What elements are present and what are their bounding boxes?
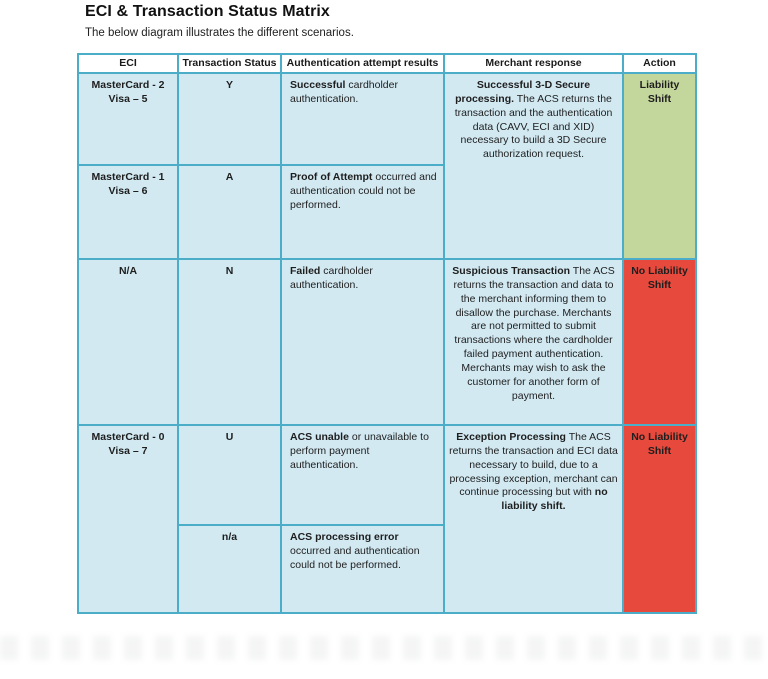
- authentication-result-cell: [281, 259, 444, 425]
- eci-line: N/A: [118, 265, 138, 277]
- table-row: [78, 425, 696, 525]
- merchant-response-emphasis: Successful 3-D Secure processing.: [455, 79, 591, 105]
- auth-result-text: occurred: [290, 544, 331, 557]
- eci-cell: [78, 165, 178, 259]
- auth-result-text: cardholder authentication.: [290, 265, 373, 291]
- eci-cell: [78, 425, 178, 613]
- merchant-response-emphasis: no liability shift.: [501, 486, 608, 513]
- authentication-result-cell: [281, 425, 444, 525]
- transaction-status-cell: n/a: [178, 525, 281, 613]
- col-header-authentication-attempt-results: Authentication attempt results: [281, 54, 444, 73]
- eci-line: Visa – 7: [108, 444, 148, 457]
- eci-line: Visa – 5: [108, 92, 148, 105]
- auth-result-emphasis: Failed: [290, 265, 321, 277]
- merchant-response-text: The ACS returns the transaction and data to the merchant informing them to disallow the purchase. Merchants are not permitted to submit transactions where the cardholder failed payment authentication. Merchants may wish to ask the customer for another form of payment.: [453, 265, 615, 402]
- merchant-response-emphasis: Exception Processing: [456, 431, 566, 443]
- col-header-merchant-response: Merchant response: [444, 54, 623, 73]
- authentication-result-cell: [281, 165, 444, 259]
- table-row: [78, 259, 696, 425]
- auth-result-text: or unavailable to perform payment authentication.: [290, 431, 429, 471]
- auth-result-text: cardholder authentication.: [290, 79, 398, 105]
- merchant-response-cell: [444, 73, 623, 259]
- col-header-eci: ECI: [78, 54, 178, 73]
- eci-line: Visa – 6: [108, 184, 148, 197]
- action-cell-no-liability-shift: No Liability Shift: [623, 259, 696, 425]
- col-header-transaction-status: Transaction Status: [178, 54, 281, 73]
- table-row: [78, 73, 696, 165]
- faded-footer-artifact: [0, 636, 768, 660]
- auth-result-text: occurred and authentication could not be performed.: [290, 171, 437, 211]
- eci-transaction-status-matrix-table: [77, 53, 697, 614]
- merchant-response-cell: [444, 425, 623, 613]
- page-title: ECI & Transaction Status Matrix: [85, 3, 330, 20]
- auth-result-emphasis: Successful: [290, 79, 346, 91]
- auth-result-emphasis: ACS unable: [290, 431, 349, 443]
- transaction-status-cell: Y: [178, 73, 281, 165]
- transaction-status-cell: A: [178, 165, 281, 259]
- merchant-response-text: The ACS returns the transaction and the authentication data (CAVV, ECI and XID) necessary to build a 3D Secure authorization request.: [454, 92, 613, 161]
- auth-result-emphasis: ACS processing error: [290, 531, 399, 543]
- transaction-status-cell: N: [178, 259, 281, 425]
- col-header-action: Action: [623, 54, 696, 73]
- auth-result-text: and authentication could not be performed.: [290, 544, 420, 571]
- merchant-response-text: The ACS returns the transaction and ECI data necessary to build, due to a processing exception, merchant can continue processing but with: [449, 431, 618, 499]
- auth-result-emphasis: Proof of Attempt: [290, 171, 373, 183]
- merchant-response-cell: [444, 259, 623, 425]
- transaction-status-cell: U: [178, 425, 281, 525]
- action-cell-no-liability-shift: No Liability Shift: [623, 425, 696, 613]
- page-subtitle: The below diagram illustrates the different scenarios.: [85, 27, 354, 39]
- eci-line: MasterCard - 1: [91, 171, 165, 183]
- eci-line: MasterCard - 2: [91, 79, 165, 91]
- eci-cell: [78, 259, 178, 425]
- eci-cell: [78, 73, 178, 165]
- action-cell-liability-shift: Liability Shift: [623, 73, 696, 259]
- authentication-result-cell: [281, 73, 444, 165]
- eci-line: MasterCard - 0: [91, 431, 165, 443]
- merchant-response-emphasis: Suspicious Transaction: [452, 265, 571, 277]
- authentication-result-cell: [281, 525, 444, 613]
- table-header-row: [78, 54, 696, 73]
